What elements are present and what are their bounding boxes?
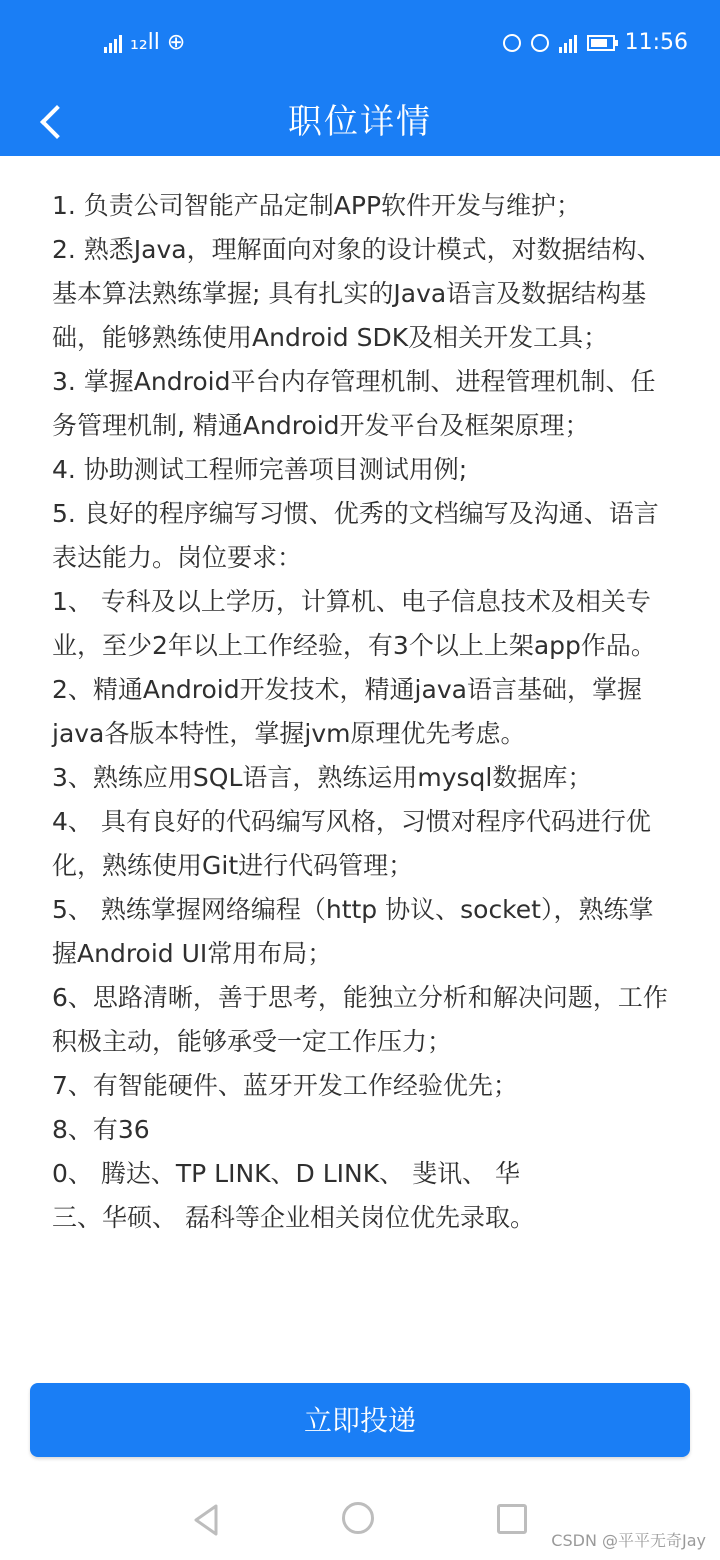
description-line: 2、精通Android开发技术，精通java语言基础，掌握java各版本特性，掌握jvm原理优先考虑。 [52, 675, 642, 748]
apply-now-button[interactable]: 立即投递 [30, 1383, 690, 1457]
vibrate-icon [559, 33, 577, 53]
status-bar [0, 0, 720, 88]
nav-home-icon[interactable] [342, 1502, 374, 1534]
description-line: 3. 掌握Android平台内存管理机制、进程管理机制、任务管理机制, 精通Android开发平台及框架原理； [52, 367, 656, 440]
description-line: 7、有智能硬件、蓝牙开发工作经验优先； [52, 1071, 518, 1100]
nav-recent-icon[interactable] [497, 1504, 527, 1534]
watermark: CSDN @平平无奇Jay [551, 1531, 706, 1550]
page-title: 职位详情 [288, 102, 432, 142]
system-nav-bar [0, 1480, 720, 1560]
battery-icon [587, 35, 615, 51]
description-line: 8、有36 [52, 1115, 150, 1144]
description-line: 6、思路清晰，善于思考，能独立分析和解决问题，工作积极主动，能够承受一定工作压力； [52, 983, 668, 1056]
description-line: 三、华硕、 磊科等企业相关岗位优先录取。 [52, 1203, 535, 1232]
description-line: 1、 专科及以上学历，计算机、电子信息技术及相关专业，至少2年以上工作经验，有3个以上上架app作品。 [52, 587, 656, 660]
job-description [52, 184, 672, 1240]
status-left [104, 30, 185, 55]
description-line: 2. 熟悉Java，理解面向对象的设计模式，对数据结构、基本算法熟练掌握; 具有扎实的Java语言及数据结构基础，能够熟练使用Android SDK及相关开发工具； [52, 235, 662, 352]
eye-icon [503, 34, 521, 52]
description-line: 1. 负责公司智能产品定制APP软件开发与维护； [52, 191, 582, 220]
status-right [503, 30, 688, 55]
signal-icon [104, 33, 122, 53]
status-time: 11:56 [624, 30, 688, 55]
description-line: 5、 熟练掌握网络编程（http 协议、socket），熟练掌握Android UI常用布局； [52, 895, 654, 968]
status-left-text: ₁₂ll ⊕ [130, 30, 186, 55]
description-line: 4. 协助测试工程师完善项目测试用例; [52, 455, 468, 484]
description-line: 0、 腾达、TP LINK、D LINK、 斐讯、 华 [52, 1159, 521, 1188]
app-bar [0, 88, 720, 156]
nav-back-icon[interactable] [192, 1504, 220, 1536]
description-line: 5. 良好的程序编写习惯、优秀的文档编写及沟通、语言表达能力。岗位要求： [52, 499, 659, 572]
description-line: 4、 具有良好的代码编写风格，习惯对程序代码进行优化，熟练使用Git进行代码管理； [52, 807, 651, 880]
alarm-icon [531, 34, 549, 52]
description-line: 3、熟练应用SQL语言，熟练运用mysql数据库； [52, 763, 593, 792]
